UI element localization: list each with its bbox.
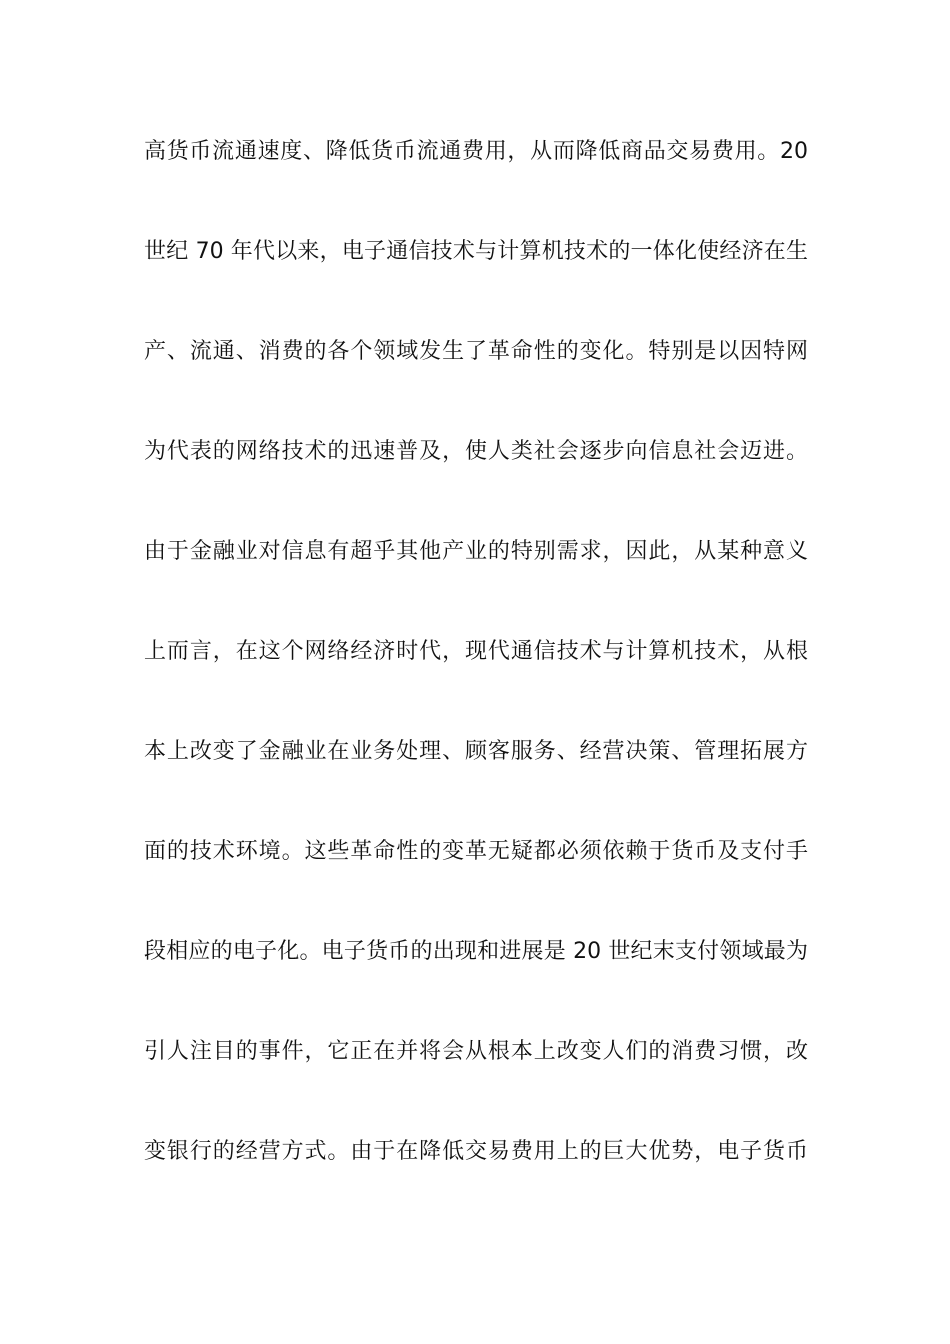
text-line: 上而言，在这个网络经济时代，现代通信技术与计算机技术，从根 <box>144 639 808 664</box>
text-line: 世纪 70 年代以来，电子通信技术与计算机技术的一体化使经济在生 <box>144 239 808 264</box>
text-line: 为代表的网络技术的迅速普及，使人类社会逐步向信息社会迈进。 <box>144 439 808 464</box>
text-line: 高货币流通速度、降低货币流通费用，从而降低商品交易费用。20 <box>144 139 808 164</box>
text-line: 由于金融业对信息有超乎其他产业的特别需求，因此，从某种意义 <box>144 539 808 564</box>
text-line: 变银行的经营方式。由于在降低交易费用上的巨大优势，电子货币 <box>144 1139 808 1164</box>
text-line: 产、流通、消费的各个领域发生了革命性的变化。特别是以因特网 <box>144 339 808 364</box>
text-line: 引人注目的事件，它正在并将会从根本上改变人们的消费习惯，改 <box>144 1039 808 1064</box>
text-line: 本上改变了金融业在业务处理、顾客服务、经营决策、管理拓展方 <box>144 739 808 764</box>
body-text <box>144 128 808 1228</box>
text-line: 面的技术环境。这些革命性的变革无疑都必须依赖于货币及支付手 <box>144 839 808 864</box>
text-line: 段相应的电子化。电子货币的出现和进展是 20 世纪末支付领域最为 <box>144 939 808 964</box>
